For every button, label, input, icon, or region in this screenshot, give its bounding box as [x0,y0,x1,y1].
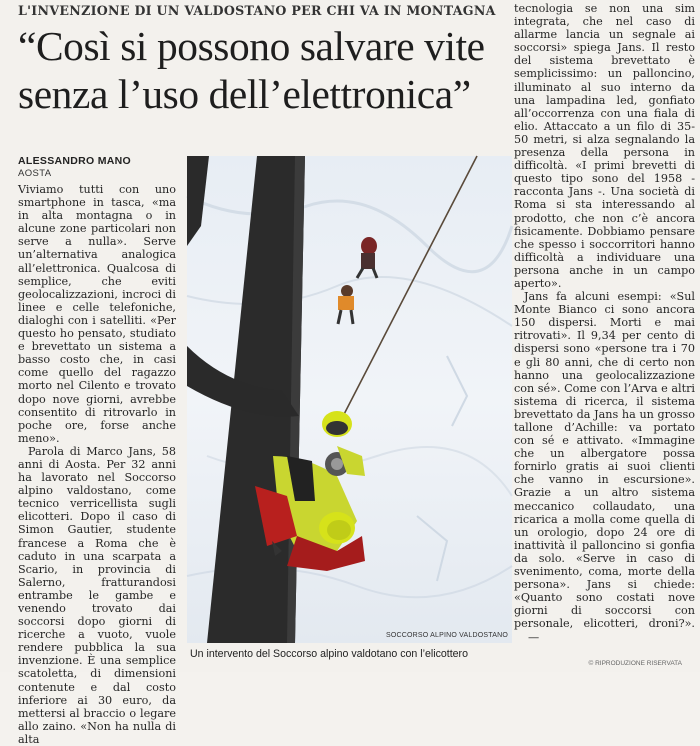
paragraph: Viviamo tutti con uno smartphone in tasca, «ma in alta montagna o in alcune zone particolari non serve a nulla». Serve un’alternativa analogica all’elettronica. Qualcosa di semplice, che eviti geolocalizzazioni, incroci di linee e celle telefoniche, dialoghi con i satelliti. «Per questo ho pensato, studiato e brevettato un sistema a basso costo che, in casi come quello del ragazzo morto nel Cilento e trovato dopo nove giorni, avrebbe consentito di ritrovarlo in poche ore, forse anche meno». [18,183,176,445]
article-kicker: L'INVENZIONE DI UN VALDOSTANO PER CHI VA IN MONTAGNA [18,3,496,18]
paragraph: Parola di Marco Jans, 58 anni di Aosta. Per 32 anni ha lavorato nel Soccorso alpino valdostano, come tecnico verricellista sugli elicotteri. Dopo il caso di Simon Gautier, studente francese a Roma che è caduto in una scarpata a Scario, in provincia di Salerno, fratturandosi entrambe le gambe e venendo trovato dai soccorsi dopo giorni di ricerche a vuoto, vuole rendere pubblica la sua invenzione. È una semplice scatoletta, di dimensioni contenute e dal costo inferiore ai 30 euro, da mettersi al braccio o legare allo zaino. «Non ha nulla di alta [18,444,176,746]
end-mark: — [528,630,540,644]
article-column-right [514,2,695,668]
paragraph [514,290,695,644]
author-name: ALESSANDRO MANO [18,155,132,167]
photo-illustration [187,156,512,643]
photo-credit: SOCCORSO ALPINO VALDOSTANO [385,632,508,639]
article-column-left [18,183,176,746]
photo-caption: Un intervento del Soccorso alpino valdotano con l’elicottero [190,648,468,660]
copyright-notice: © RIPRODUZIONE RISERVATA [588,660,682,667]
byline [18,155,178,179]
paragraph: tecnologia se non una sim integrata, che nel caso di allarme lancia un segnale ai soccorsi» spiega Jans. Il resto del sistema brevettato è semplicissimo: un palloncino, illuminato al suo interno da una lampadina led, gonfiato all’occorrenza con una fiala di elio. Attaccato a un filo di 35-50 metri, si alza segnalando la presenza della persona in difficoltà. «I primi brevetti di questo tipo sono del 1958 - racconta Jans -. Una società di Roma si sta interessando al prodotto, che non c’è ancora fisicamente. Dobbiamo pensare che spesso i soccorritori hanno difficoltà a individuare una persona anche in un campo aperto». [514,2,695,290]
dateline-location: AOSTA [18,168,52,179]
paragraph-text: Jans fa alcuni esempi: «Sul Monte Bianco ci sono ancora 150 dispersi. Morti e mai ritrovati». Il 9,34 per cento di dispersi sono «persone tra i 70 e gli 80 anni, che di certo non hanno una geolocalizzazione con sé». Come con l’Arva e altri sistema di ricerca, il sistema brevettato da Jans ha un grosso tallone d’Achille: va portato con sé e attivato. «Immagine che un albergatore possa fornirlo gratis ai suoi clienti che vanno in escursione». Grazie a un altro sistema meccanico collaudato, una ricarica a molla come quella di un orologio, dopo 24 ore di inattività il palloncino si gonfia da solo. «Serve in caso di svenimento, coma, morte della persona». Jans si chiede: «Quanto sono costati nove giorni di soccorsi con personale, elicotteri, droni?». [514,290,695,631]
rescue-helicopter-photo [187,156,512,643]
article-headline: “Così si possono salvare vite senza l’uso dell’elettronica” [18,23,485,117]
